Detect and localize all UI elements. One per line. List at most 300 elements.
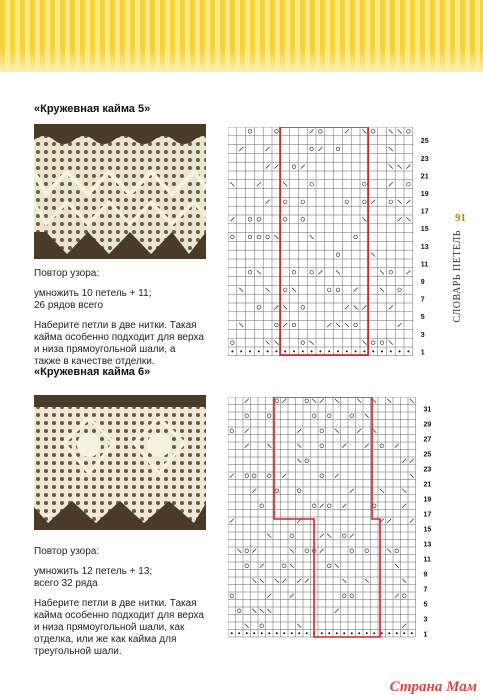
yarn-over-symbol bbox=[389, 270, 393, 274]
decrease-symbol bbox=[260, 579, 264, 583]
yarn-over-symbol bbox=[275, 489, 279, 493]
row-number: 9 bbox=[423, 571, 428, 579]
decrease-symbol bbox=[389, 165, 393, 169]
purl-symbol bbox=[238, 632, 240, 634]
yarn-over-symbol bbox=[320, 429, 324, 433]
decrease-symbol bbox=[320, 549, 324, 553]
decrease-symbol bbox=[297, 459, 301, 463]
yarn-over-symbol bbox=[301, 306, 305, 310]
purl-symbol bbox=[240, 350, 242, 352]
yarn-over-symbol bbox=[327, 414, 331, 418]
decrease-symbol bbox=[310, 129, 314, 133]
decrease-symbol bbox=[389, 129, 393, 133]
decrease-symbol bbox=[318, 147, 322, 151]
decrease-symbol bbox=[301, 165, 305, 169]
row-number: 23 bbox=[423, 466, 432, 474]
row-number: 17 bbox=[423, 511, 432, 519]
decrease-symbol bbox=[245, 624, 249, 628]
decrease-symbol bbox=[380, 489, 384, 493]
decrease-symbol bbox=[282, 399, 286, 403]
decrease-symbol bbox=[230, 182, 234, 186]
purl-symbol bbox=[328, 350, 330, 352]
purl-symbol bbox=[258, 350, 260, 352]
decrease-symbol bbox=[310, 341, 314, 345]
decrease-symbol bbox=[398, 129, 402, 133]
decrease-symbol bbox=[395, 444, 399, 448]
purl-symbol bbox=[336, 632, 338, 634]
decrease-symbol bbox=[410, 399, 414, 403]
yarn-over-symbol bbox=[301, 200, 305, 204]
decrease-symbol bbox=[305, 579, 309, 583]
row-number: 23 bbox=[420, 155, 429, 163]
row-number: 27 bbox=[423, 436, 432, 444]
decrease-symbol bbox=[402, 624, 406, 628]
purl-symbol bbox=[355, 350, 357, 352]
decrease-symbol bbox=[320, 399, 324, 403]
decrease-symbol bbox=[387, 519, 391, 523]
yarn-over-symbol bbox=[354, 235, 358, 239]
row-number: 19 bbox=[420, 191, 429, 198]
decrease-symbol bbox=[365, 444, 369, 448]
decrease-symbol bbox=[372, 429, 376, 433]
yarn-over-symbol bbox=[231, 235, 235, 239]
decrease-symbol bbox=[365, 579, 369, 583]
yarn-over-symbol bbox=[290, 534, 294, 538]
yarn-over-symbol bbox=[327, 288, 331, 292]
decrease-symbol bbox=[320, 504, 324, 508]
yarn-over-symbol bbox=[312, 414, 316, 418]
decrease-symbol bbox=[336, 270, 340, 274]
row-number: 25 bbox=[420, 138, 429, 146]
decrease-symbol bbox=[260, 609, 264, 613]
decrease-symbol bbox=[354, 305, 358, 309]
decrease-symbol bbox=[274, 305, 278, 309]
yarn-over-symbol bbox=[267, 414, 271, 418]
row-number: 17 bbox=[420, 208, 429, 216]
decrease-symbol bbox=[398, 323, 402, 327]
yarn-over-symbol bbox=[380, 444, 384, 448]
decrease-symbol bbox=[257, 270, 261, 274]
yarn-over-symbol bbox=[301, 341, 305, 345]
decrease-symbol bbox=[320, 534, 324, 538]
decrease-symbol bbox=[245, 444, 249, 448]
yarn-over-symbol bbox=[371, 341, 375, 345]
decrease-symbol bbox=[230, 217, 234, 221]
decrease-symbol bbox=[274, 165, 278, 169]
decrease-symbol bbox=[290, 549, 294, 553]
decrease-symbol bbox=[398, 200, 402, 204]
yarn-over-symbol bbox=[248, 218, 252, 222]
yarn-over-symbol bbox=[319, 130, 323, 134]
decrease-symbol bbox=[318, 270, 322, 274]
yarn-over-symbol bbox=[245, 474, 249, 478]
decrease-symbol bbox=[345, 323, 349, 327]
decrease-symbol bbox=[266, 288, 270, 292]
row-number: 7 bbox=[423, 586, 428, 594]
purl-symbol bbox=[381, 632, 383, 634]
yarn-over-symbol bbox=[365, 549, 369, 553]
decrease-symbol bbox=[335, 429, 339, 433]
decrease-symbol bbox=[335, 399, 339, 403]
purl-symbol bbox=[343, 632, 345, 634]
row-number: 5 bbox=[420, 314, 425, 322]
row-number: 1 bbox=[420, 349, 425, 357]
yarn-over-symbol bbox=[407, 182, 411, 186]
decrease-symbol bbox=[297, 444, 301, 448]
section-label: СЛОВАРЬ ПЕТЕЛЬ bbox=[452, 230, 463, 323]
yarn-over-symbol bbox=[345, 200, 349, 204]
decrease-symbol bbox=[357, 429, 361, 433]
decrease-symbol bbox=[266, 147, 270, 151]
yarn-over-symbol bbox=[292, 270, 296, 274]
yarn-over-symbol bbox=[245, 564, 249, 568]
decrease-symbol bbox=[365, 414, 369, 418]
decrease-symbol bbox=[290, 594, 294, 598]
decrease-symbol bbox=[345, 129, 349, 133]
purl-symbol bbox=[306, 632, 308, 634]
yarn-over-symbol bbox=[327, 564, 331, 568]
decrease-symbol bbox=[274, 235, 278, 239]
decrease-symbol bbox=[260, 564, 264, 568]
decrease-symbol bbox=[267, 609, 271, 613]
row-number: 21 bbox=[423, 481, 432, 489]
yarn-over-symbol bbox=[275, 399, 279, 403]
yarn-over-symbol bbox=[275, 130, 279, 134]
pattern-5-photo bbox=[34, 124, 206, 259]
decrease-symbol bbox=[283, 182, 287, 186]
decrease-symbol bbox=[327, 534, 331, 538]
decrease-symbol bbox=[395, 594, 399, 598]
yarn-over-symbol bbox=[248, 270, 252, 274]
decrease-symbol bbox=[335, 474, 339, 478]
decrease-symbol bbox=[335, 609, 339, 613]
pattern-5-chart bbox=[228, 127, 438, 357]
decrease-symbol bbox=[252, 609, 256, 613]
row-number: 3 bbox=[423, 616, 428, 624]
purl-symbol bbox=[411, 632, 413, 634]
decrease-symbol bbox=[245, 429, 249, 433]
purl-symbol bbox=[372, 350, 374, 352]
yarn-over-symbol bbox=[310, 147, 314, 151]
purl-symbol bbox=[390, 350, 392, 352]
decrease-symbol bbox=[389, 147, 393, 151]
decrease-symbol bbox=[380, 288, 384, 292]
row-number: 25 bbox=[423, 451, 432, 459]
decrease-symbol bbox=[312, 399, 316, 403]
decrease-symbol bbox=[380, 270, 384, 274]
yarn-over-symbol bbox=[283, 218, 287, 222]
yarn-over-symbol bbox=[248, 235, 252, 239]
yarn-over-symbol bbox=[275, 323, 279, 327]
repeat-heading: Повтор узора: bbox=[34, 546, 100, 557]
purl-symbol bbox=[407, 350, 409, 352]
decrease-symbol bbox=[371, 200, 375, 204]
decrease-symbol bbox=[252, 549, 256, 553]
decrease-symbol bbox=[406, 270, 410, 274]
decrease-symbol bbox=[239, 323, 243, 327]
decrease-symbol bbox=[354, 288, 358, 292]
purl-symbol bbox=[231, 632, 233, 634]
purl-symbol bbox=[351, 632, 353, 634]
decrease-symbol bbox=[362, 341, 366, 345]
pattern-5-text bbox=[34, 268, 204, 376]
yarn-over-symbol bbox=[245, 549, 249, 553]
purl-symbol bbox=[373, 632, 375, 634]
decrease-symbol bbox=[389, 305, 393, 309]
yarn-over-symbol bbox=[305, 459, 309, 463]
decrease-symbol bbox=[406, 217, 410, 221]
decrease-symbol bbox=[239, 288, 243, 292]
decrease-symbol bbox=[410, 474, 414, 478]
pattern-6-photo bbox=[34, 395, 206, 530]
purl-symbol bbox=[396, 632, 398, 634]
decrease-symbol bbox=[310, 235, 314, 239]
purl-symbol bbox=[399, 350, 401, 352]
decrease-symbol bbox=[283, 305, 287, 309]
decrease-symbol bbox=[342, 504, 346, 508]
decrease-symbol bbox=[274, 341, 278, 345]
decrease-symbol bbox=[230, 519, 234, 523]
decrease-symbol bbox=[406, 165, 410, 169]
decrease-symbol bbox=[290, 564, 294, 568]
yarn-over-symbol bbox=[342, 594, 346, 598]
purl-symbol bbox=[403, 632, 405, 634]
yarn-over-symbol bbox=[260, 624, 264, 628]
purl-symbol bbox=[363, 350, 365, 352]
purl-symbol bbox=[261, 632, 263, 634]
yarn-over-symbol bbox=[327, 504, 331, 508]
decrease-symbol bbox=[297, 579, 301, 583]
yarn-over-symbol bbox=[230, 594, 234, 598]
yarn-over-symbol bbox=[350, 594, 354, 598]
decrease-symbol bbox=[387, 399, 391, 403]
decrease-symbol bbox=[362, 217, 366, 221]
yarn-over-symbol bbox=[260, 504, 264, 508]
decrease-symbol bbox=[362, 129, 366, 133]
yarn-over-symbol bbox=[398, 288, 402, 292]
decrease-symbol bbox=[335, 564, 339, 568]
decrease-symbol bbox=[336, 323, 340, 327]
yarn-over-symbol bbox=[310, 182, 314, 186]
decrease-symbol bbox=[371, 253, 375, 257]
yarn-over-symbol bbox=[252, 474, 256, 478]
purl-symbol bbox=[358, 632, 360, 634]
yarn-over-symbol bbox=[380, 341, 384, 345]
decrease-symbol bbox=[237, 549, 241, 553]
purl-symbol bbox=[321, 632, 323, 634]
yarn-over-symbol bbox=[342, 534, 346, 538]
yarn-over-symbol bbox=[237, 609, 241, 613]
yarn-over-symbol bbox=[267, 474, 271, 478]
yarn-over-symbol bbox=[372, 504, 376, 508]
yarn-over-symbol bbox=[292, 323, 296, 327]
decrease-symbol bbox=[297, 624, 301, 628]
yarn-over-symbol bbox=[257, 235, 261, 239]
pattern-6-title: «Кружевная кайма 6» bbox=[34, 366, 151, 378]
decrease-symbol bbox=[402, 459, 406, 463]
decrease-symbol bbox=[350, 489, 354, 493]
decrease-symbol bbox=[406, 200, 410, 204]
row-number: 1 bbox=[423, 631, 428, 639]
purl-symbol bbox=[337, 350, 339, 352]
yarn-over-symbol bbox=[312, 504, 316, 508]
yarn-over-symbol bbox=[282, 564, 286, 568]
decrease-symbol bbox=[257, 182, 261, 186]
decrease-symbol bbox=[297, 429, 301, 433]
pattern-5-title: «Кружевная кайма 5» bbox=[34, 103, 151, 115]
purl-symbol bbox=[293, 350, 295, 352]
yarn-over-symbol bbox=[363, 200, 367, 204]
yarn-over-symbol bbox=[230, 429, 234, 433]
purl-symbol bbox=[253, 632, 255, 634]
pattern-6-chart bbox=[228, 397, 438, 639]
decrease-symbol bbox=[402, 504, 406, 508]
row-number: 11 bbox=[420, 261, 429, 269]
yarn-over-symbol bbox=[389, 200, 393, 204]
purl-symbol bbox=[366, 632, 368, 634]
decrease-symbol bbox=[350, 534, 354, 538]
row-number: 3 bbox=[420, 331, 425, 339]
yarn-over-symbol bbox=[407, 130, 411, 134]
row-number: 5 bbox=[423, 601, 428, 609]
decrease-symbol bbox=[275, 579, 279, 583]
description: Наберите петли в две нитки. Такая кайма особенно подходит для верха и низа прямоугольной шали, как отделка, или же как кайма для треугольной шали. bbox=[34, 598, 204, 657]
decrease-symbol bbox=[266, 165, 270, 169]
yarn-over-symbol bbox=[283, 288, 287, 292]
decrease-symbol bbox=[398, 217, 402, 221]
yarn-over-symbol bbox=[245, 414, 249, 418]
row-number: 9 bbox=[420, 279, 425, 286]
decrease-symbol bbox=[267, 534, 271, 538]
page-number: 91 bbox=[455, 212, 466, 224]
row-number: 15 bbox=[420, 226, 429, 234]
description: Наберите петли в две нитки. Такая кайма особенно подходит для верха и низа прямоугольной шали, а также в качестве отделки. bbox=[34, 320, 204, 367]
decrease-symbol bbox=[389, 182, 393, 186]
row-number: 21 bbox=[420, 173, 429, 181]
yarn-over-symbol bbox=[305, 549, 309, 553]
decrease-symbol bbox=[342, 579, 346, 583]
purl-symbol bbox=[284, 350, 286, 352]
yarn-over-symbol bbox=[354, 323, 358, 327]
yarn-over-symbol bbox=[350, 549, 354, 553]
decrease-symbol bbox=[282, 474, 286, 478]
yarn-over-symbol bbox=[283, 200, 287, 204]
yarn-over-symbol bbox=[310, 270, 314, 274]
row-number: 7 bbox=[420, 296, 425, 304]
yarn-over-symbol bbox=[371, 130, 375, 134]
purl-symbol bbox=[311, 350, 313, 352]
decrease-symbol bbox=[245, 399, 249, 403]
purl-symbol bbox=[268, 632, 270, 634]
decrease-symbol bbox=[266, 200, 270, 204]
decrease-symbol bbox=[239, 147, 243, 151]
repeat-text: умножить 10 петель + 11; 26 рядов всего bbox=[34, 288, 152, 311]
decrease-symbol bbox=[327, 323, 331, 327]
yarn-over-symbol bbox=[231, 341, 235, 345]
yarn-over-symbol bbox=[402, 594, 406, 598]
decrease-symbol bbox=[342, 444, 346, 448]
yarn-over-symbol bbox=[350, 414, 354, 418]
row-number: 31 bbox=[423, 406, 432, 414]
yarn-over-symbol bbox=[336, 253, 340, 257]
yarn-over-symbol bbox=[257, 218, 261, 222]
decrease-symbol bbox=[267, 594, 271, 598]
purl-symbol bbox=[302, 350, 304, 352]
decrease-symbol bbox=[282, 579, 286, 583]
decrease-symbol bbox=[402, 489, 406, 493]
purl-symbol bbox=[267, 350, 269, 352]
decrease-symbol bbox=[283, 323, 287, 327]
purl-symbol bbox=[328, 632, 330, 634]
row-number: 29 bbox=[423, 421, 432, 429]
yarn-over-symbol bbox=[266, 235, 270, 239]
decrease-symbol bbox=[387, 549, 391, 553]
decrease-symbol bbox=[389, 341, 393, 345]
decrease-symbol bbox=[410, 519, 414, 523]
purl-symbol bbox=[276, 632, 278, 634]
purl-symbol bbox=[275, 350, 277, 352]
yarn-over-symbol bbox=[257, 306, 261, 310]
purl-symbol bbox=[319, 350, 321, 352]
purl-symbol bbox=[249, 350, 251, 352]
decrease-symbol bbox=[252, 579, 256, 583]
decrease-symbol bbox=[266, 341, 270, 345]
repeat-heading: Повтор узора: bbox=[34, 268, 100, 279]
yarn-over-symbol bbox=[292, 165, 296, 169]
purl-symbol bbox=[231, 350, 233, 352]
pattern-6-text bbox=[34, 546, 209, 666]
purl-symbol bbox=[388, 632, 390, 634]
yarn-over-symbol bbox=[336, 147, 340, 151]
yarn-over-symbol bbox=[305, 399, 309, 403]
purl-symbol bbox=[381, 350, 383, 352]
decrease-symbol bbox=[292, 288, 296, 292]
decrease-symbol bbox=[345, 305, 349, 309]
purl-symbol bbox=[291, 632, 293, 634]
yarn-over-symbol bbox=[248, 130, 252, 134]
purl-symbol bbox=[283, 632, 285, 634]
purl-symbol bbox=[246, 632, 248, 634]
decrease-symbol bbox=[395, 564, 399, 568]
row-number: 13 bbox=[420, 243, 429, 251]
row-number: 11 bbox=[423, 556, 431, 564]
yarn-over-symbol bbox=[336, 288, 340, 292]
decrease-symbol bbox=[398, 165, 402, 169]
yarn-over-symbol bbox=[320, 474, 324, 478]
decrease-symbol bbox=[357, 399, 361, 403]
decorative-stripe-header bbox=[0, 0, 483, 72]
row-number: 13 bbox=[423, 541, 432, 549]
row-number: 19 bbox=[423, 496, 432, 504]
decrease-symbol bbox=[230, 474, 234, 478]
decrease-symbol bbox=[410, 459, 414, 463]
decrease-symbol bbox=[402, 579, 406, 583]
row-number: 15 bbox=[423, 526, 432, 534]
yarn-over-symbol bbox=[363, 182, 367, 186]
purl-symbol bbox=[298, 632, 300, 634]
repeat-text: умножить 12 петель + 13; всего 32 ряда bbox=[34, 566, 153, 589]
decrease-symbol bbox=[362, 305, 366, 309]
decrease-symbol bbox=[372, 399, 376, 403]
yarn-over-symbol bbox=[320, 444, 324, 448]
yarn-over-symbol bbox=[395, 549, 399, 553]
watermark-logo: Страна Мам bbox=[389, 679, 477, 695]
decrease-symbol bbox=[252, 489, 256, 493]
purl-symbol bbox=[346, 350, 348, 352]
yarn-over-symbol bbox=[297, 489, 301, 493]
yarn-over-symbol bbox=[301, 218, 305, 222]
decrease-symbol bbox=[267, 444, 271, 448]
